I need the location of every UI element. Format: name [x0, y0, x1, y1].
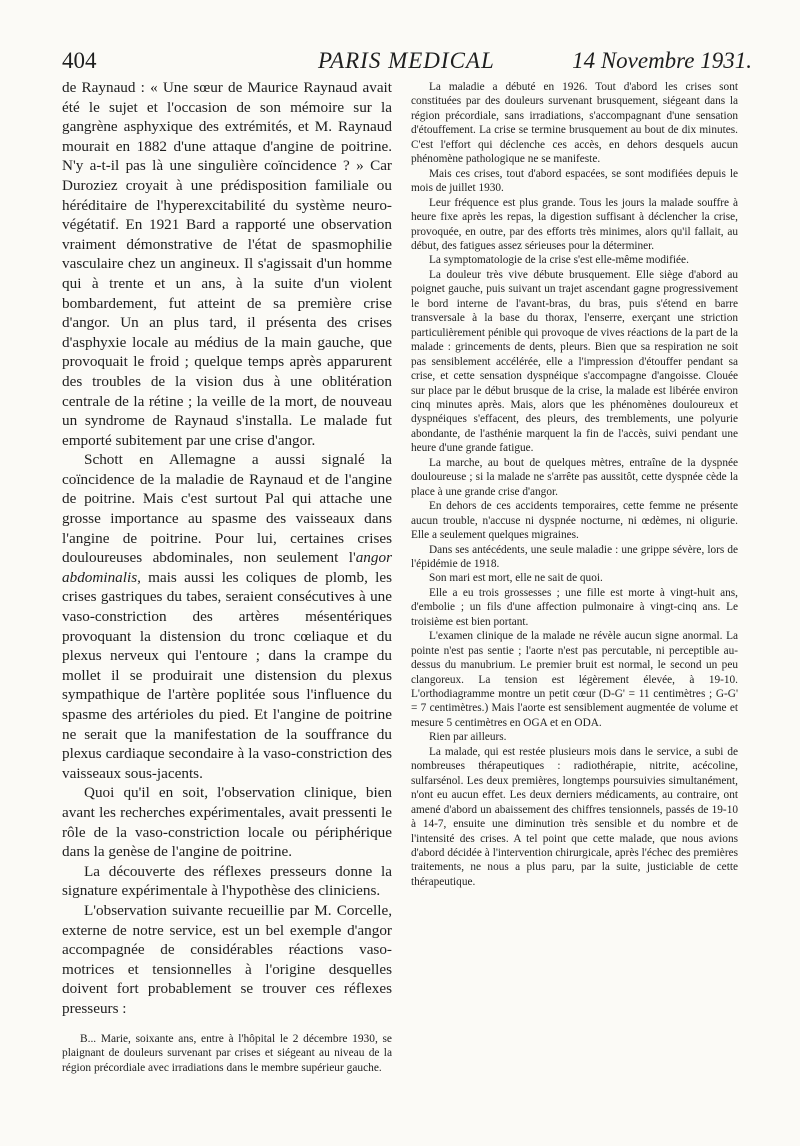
- paragraph: La malade, qui est restée plusieurs mois dans le service, a subi de nombreuses thérapeutiques : radiothérapie, nitrite, acécoline, sulfarsénol. Les deux premières, longtemps poursuivies simultanément, n'ont eu aucun effet. Les deux derniers médicaments, au contraire, ont amené d'abord un abaissement des chiffres tensionnels, passés de 19-10 à 14-7, ensuite une diminution très sensible et du nombre et de l'intensité des crises. A tel point que cette malade, que nous avions d'abord décidée à l'intervention chirurgicale, après l'échec des premières traitements, ne nous a plus paru, par la suite, justiciable de cette thérapeutique.: [411, 745, 738, 888]
- paragraph: Dans ses antécédents, une seule maladie : une grippe sévère, lors de l'épidémie de 1918.: [411, 543, 738, 570]
- paragraph: Quoi qu'il en soit, l'observation clinique, bien avant les recherches expérimentales, avait pressenti le rôle de la vaso-constriction locale ou périphérique dans la genèse de l'angine de poitrine.: [62, 784, 392, 861]
- paragraph: L'observation suivante recueillie par M. Corcelle, externe de notre service, est un bel exemple d'angor accompagnée de considérables réactions vaso-motrices et tensionnelles à l'origine desquelles doivent fort probablement se trouver ces réflexes presseurs :: [62, 901, 392, 1017]
- right-column: [411, 80, 738, 889]
- emphasis-term: angor abdominalis: [62, 549, 392, 586]
- paragraph-text: , mais aussi les coliques de plomb, les crises gastriques du tabes, seraient consécutives à une vaso-constriction des artères mésentériques provoquant la distension du tronc cœliaque et du plexus nerveux qui l'entoure ; dans la crampe du mollet il se produirait une distension du plexus sympathique de l'artère poplitée sous l'influence du spasme des artérioles du pied. Et l'angine de poitrine ne serait que la manifestation de la souffrance du plexus cardiaque secondaire à la vaso-constriction des vaisseaux sous-jacents.: [62, 568, 392, 782]
- left-column: [62, 78, 392, 1076]
- paragraph: de Raynaud : « Une sœur de Maurice Raynaud avait été le sujet et l'occasion de son mémoire sur la gangrène asphyxique des extrémités, et M. Raynaud mourait en 1882 d'une attaque d'angine de poitrine. N'y a-t-il pas là une singulière coïncidence ? » Car Duroziez croyait à une prédisposition familiale ou héréditaire de l'hyperexcitabilité du système neuro-végétatif. En 1921 Bard a rapporté une observation vraiment démonstrative de l'état de spasmophilie vasculaire chez un angineux. Il s'agissait d'un homme qui à trente et un ans, à la suite d'un violent bombardement, fut atteint de sa première crise d'angor. Un an plus tard, il présenta des crises d'asphyxie locale au médius de la main gauche, que provoquait le froid ; quelque temps après apparurent des troubles de la vision dus à une oblitération centrale de la rétine ; la veille de la mort, de nouveau un syndrome de Raynaud s'installa. Le malade fut emporté subitement par une crise d'angor.: [62, 79, 392, 449]
- paragraph: Rien par ailleurs.: [429, 731, 507, 744]
- case-intro: B... Marie, soixante ans, entre à l'hôpital le 2 décembre 1930, se plaignant de douleurs survenant par crises et siégeant au niveau de la région précordiale avec irradiations dans le membre supérieur gauche.: [62, 1032, 392, 1075]
- paragraph: En dehors de ces accidents temporaires, cette femme ne présente aucun trouble, n'accuse ni dyspnée nocturne, ni œdèmes, ni oligurie. Elle a seulement quelques migraines.: [411, 500, 738, 542]
- journal-title: PARIS MEDICAL: [318, 48, 495, 73]
- paragraph: Mais ces crises, tout d'abord espacées, se sont modifiées depuis le mois de juillet 1930.: [411, 167, 738, 195]
- paragraph: La symptomatologie de la crise s'est elle-même modifiée.: [429, 254, 689, 267]
- page-number: 404: [62, 48, 97, 73]
- paragraph: La douleur très vive débute brusquement. Elle siège d'abord au poignet gauche, puis suivant un trajet ascendant gagne progressivement le bord interne de l'avant-bras, du bras, puis s'étend en barre transversale à la base du thorax, l'enserre, exerçant une striction particulièrement pénible qui provoque de vives réactions de la part de la malade : grincements de dents, pleurs. Bien que sa respiration ne soit pas sensiblement accélérée, elle a l'impression d'étouffer pendant sa crise, et cette sensation dyspnéique s'accompagne d'angoisse. Clouée sur place par le début brusque de la crise, la malade est libérée environ cinq minutes après. Mais, alors que les phénomènes douloureux et dyspnéiques s'effacent, des pleurs, des tremblements, une polyurie abondante, de l'asthénie marquent la fin de l'accès, suivi pendant une heure d'une grande fatigue.: [411, 268, 738, 455]
- paragraph-text: Schott en Allemagne a aussi signalé la coïncidence de la maladie de Raynaud et de l'angine de poitrine. Mais c'est surtout Pal qui attache une grosse importance au spasme des vaisseaux dans l'angine de poitrine. Pour lui, certaines crises douloureuses abdominales, non seulement l': [62, 451, 392, 567]
- paragraph: Leur fréquence est plus grande. Tous les jours la malade souffre à heure fixe après les repas, la digestion suffisant à déclencher la crise, provoquée, en outre, par des efforts très minimes, alors qu'il fallait, au début, des fatigues assez sérieuses pour la déterminer.: [411, 196, 738, 252]
- paragraph: La découverte des réflexes presseurs donne la signature expérimentale à l'hypothèse des cliniciens.: [62, 862, 392, 900]
- page-header: [62, 48, 752, 82]
- paragraph: La maladie a débuté en 1926. Tout d'abord les crises sont constituées par des douleurs survenant brusquement, siégeant dans la région précordiale, sans irradiations, s'accompagnant d'une sensation d'étouffement. La crise se termine brusquement au bout de dix minutes. C'est l'effort qui déclenche ces accès, en dehors desquels aucun phénomène pathologique ne se manifeste.: [411, 81, 738, 166]
- paragraph: L'examen clinique de la malade ne révèle aucun signe anormal. La pointe n'est pas sentie ; l'aorte n'est pas percutable, ni perceptible au-dessus du manubrium. Le premier bruit est normal, le second un peu clangoreux. La tension est légèrement élevée, à 19-10. L'orthodiagramme montre un petit cœur (D-G' = 11 centimètres ; G-G' = 7 centimètres.) Mais l'aorte est sensiblement augmentée de volume et mesure 5 centimètres en OGA et en ODA.: [411, 630, 738, 729]
- paragraph: [62, 450, 392, 783]
- issue-date: 14 Novembre 1931.: [572, 48, 752, 73]
- paragraph: Elle a eu trois grossesses ; une fille est morte à vingt-huit ans, d'embolie ; un fils d'une affection pulmonaire à vingt-cinq ans. Le troisième est bien portant.: [411, 586, 738, 628]
- paragraph: La marche, au bout de quelques mètres, entraîne de la dyspnée douloureuse ; si la malade ne s'arrête pas aussitôt, cette dyspnée cède la place à une grande crise d'angor.: [411, 456, 738, 498]
- paragraph: Son mari est mort, elle ne sait de quoi.: [429, 572, 603, 585]
